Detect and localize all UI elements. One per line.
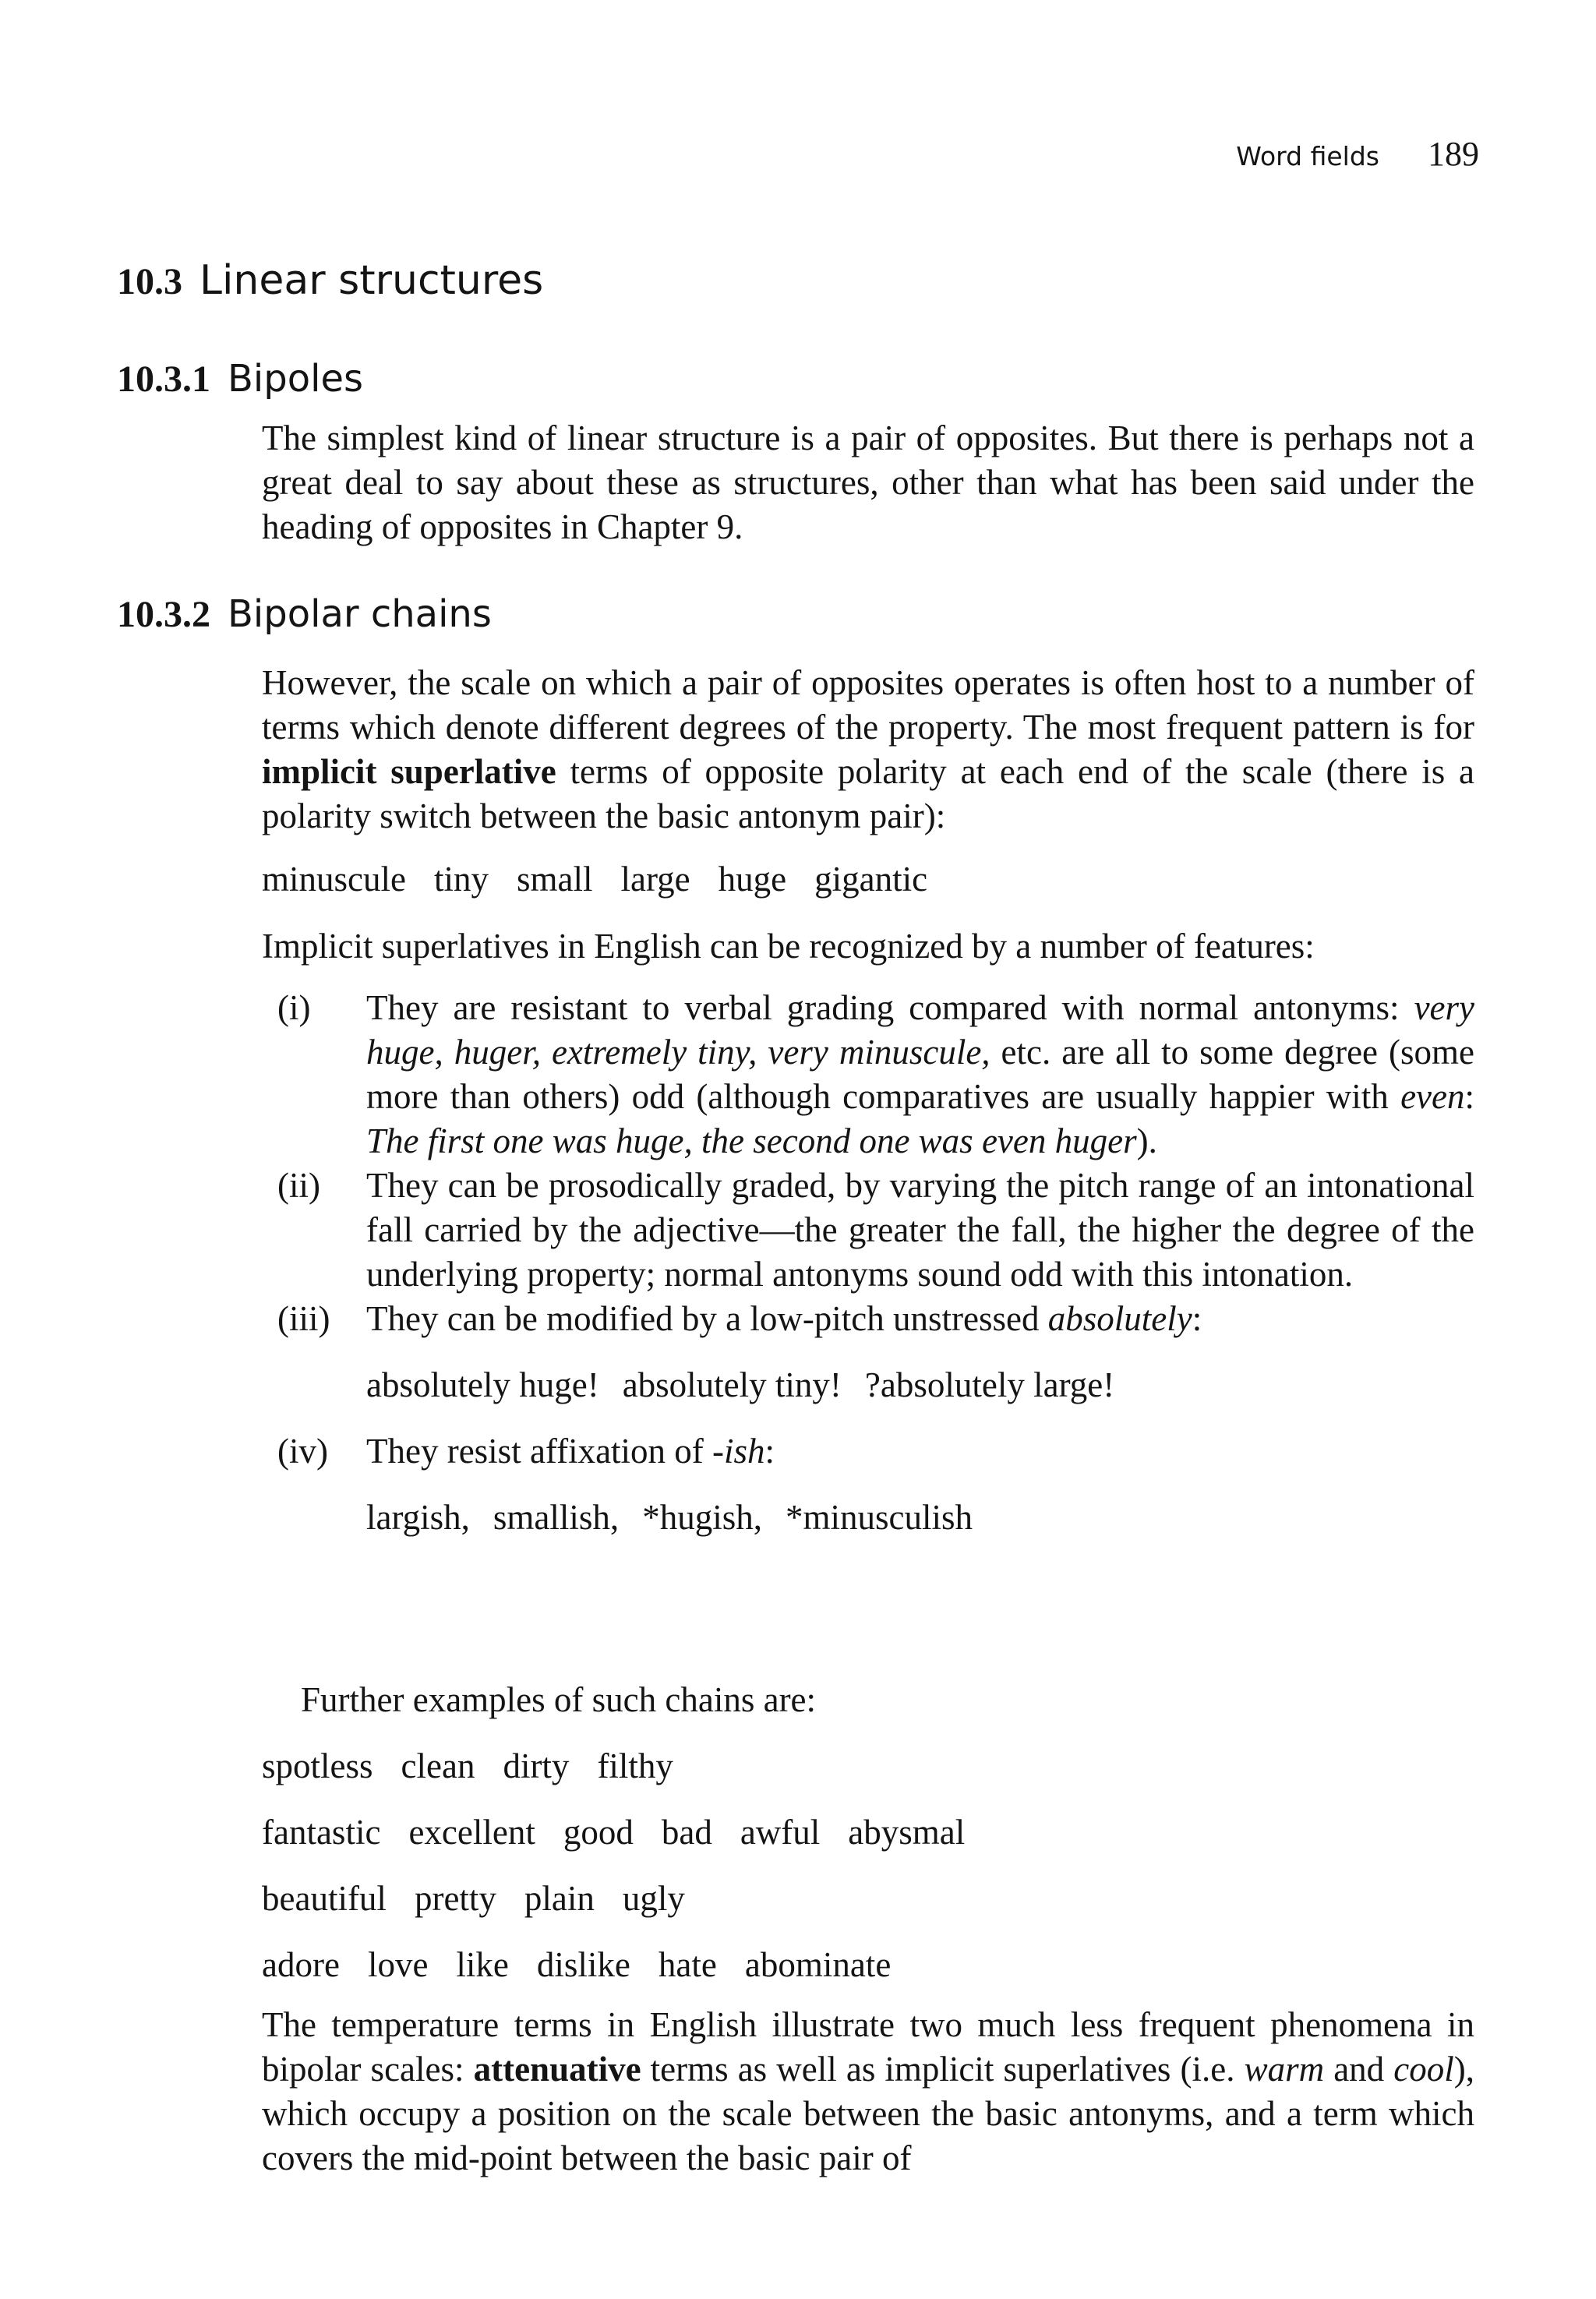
text-run: They resist affixation of bbox=[366, 1432, 713, 1471]
chain-row bbox=[262, 1744, 701, 1789]
text-run: ). bbox=[1136, 1121, 1157, 1160]
feature-examples bbox=[366, 1363, 1474, 1407]
scale-term: small bbox=[516, 860, 593, 899]
term-attenuative: attenuative bbox=[473, 2050, 641, 2089]
section-title: Linear structures bbox=[200, 257, 544, 304]
chain-term: abysmal bbox=[848, 1813, 966, 1852]
feature-label: (iii) bbox=[277, 1299, 330, 1338]
bipoles-paragraph: The simplest kind of linear structure is a pair of opposites. But there is perhaps not a great deal to say about these as structures, other than what has been said under the heading of opposites in Chapter 9. bbox=[262, 418, 1474, 546]
feature-label: (i) bbox=[277, 988, 311, 1027]
paragraph-text: terms of opposite polarity at each end of the scale (there is a polarity switch between the basic antonym pair): bbox=[262, 752, 1474, 835]
scale-term: large bbox=[620, 860, 690, 899]
running-head bbox=[1236, 134, 1479, 174]
example-term: ?absolutely large! bbox=[864, 1365, 1115, 1404]
temperature-paragraph bbox=[262, 2003, 1474, 2181]
text-run: : bbox=[1192, 1299, 1202, 1338]
chain-term: awful bbox=[740, 1813, 821, 1852]
feature-text bbox=[366, 986, 1474, 1164]
bipolar-chains-paragraph bbox=[262, 661, 1474, 839]
chain-term: bad bbox=[661, 1813, 712, 1852]
subsection-heading-bipoles bbox=[117, 357, 363, 401]
text-run: : bbox=[764, 1432, 775, 1471]
example-term: *minusculish bbox=[785, 1498, 973, 1537]
scale-term: minuscule bbox=[262, 860, 406, 899]
chain-term: clean bbox=[401, 1746, 475, 1785]
text-run: : bbox=[1464, 1077, 1474, 1116]
running-head-title: Word fields bbox=[1236, 141, 1379, 171]
chain-term: spotless bbox=[262, 1746, 373, 1785]
chain-term: dislike bbox=[536, 1945, 630, 1984]
chain-term: beautiful bbox=[262, 1879, 387, 1918]
chain-row bbox=[262, 1810, 993, 1855]
text-run: terms as well as implicit superlatives (i.e. bbox=[641, 2050, 1245, 2089]
text-run: They can be modified by a low-pitch unstressed bbox=[366, 1299, 1048, 1338]
example-term: absolutely huge! bbox=[366, 1365, 599, 1404]
chain-term: good bbox=[563, 1813, 634, 1852]
chain-term: adore bbox=[262, 1945, 340, 1984]
chain-term: like bbox=[456, 1945, 509, 1984]
subsection-heading-bipolar-chains bbox=[117, 592, 492, 636]
page-number: 189 bbox=[1428, 135, 1479, 173]
feature-text bbox=[366, 1429, 1474, 1562]
feature-item bbox=[277, 1297, 1474, 1429]
chain-term: ugly bbox=[622, 1879, 685, 1918]
text-run: The temperature terms in English illustrate two much less frequent phenomena in bipolar scales: bbox=[262, 2005, 1474, 2089]
italic-run: even bbox=[1400, 1077, 1465, 1116]
chain-term: excellent bbox=[408, 1813, 535, 1852]
chain-term: dirty bbox=[503, 1746, 570, 1785]
feature-item bbox=[277, 1429, 1474, 1562]
feature-label: (ii) bbox=[277, 1166, 320, 1205]
feature-text: They can be prosodically graded, by varying the pitch range of an intonational fall carried by the adjective—the greater the fall, the higher the degree of the underlying property; normal antonyms sound odd with this intonation. bbox=[366, 1166, 1474, 1294]
italic-run: warm bbox=[1244, 2050, 1325, 2089]
paragraph-text: However, the scale on which a pair of opposites operates is often host to a number of terms which denote different degrees of the property. The most frequent pattern is for bbox=[262, 663, 1474, 747]
features-list bbox=[277, 986, 1474, 1562]
example-term: largish, bbox=[366, 1498, 470, 1537]
italic-run: cool bbox=[1393, 2050, 1454, 2089]
chain-term: filthy bbox=[597, 1746, 673, 1785]
text-run: etc. are all to some degree (some more than others) odd (although comparatives are usually happier with bbox=[366, 1033, 1474, 1116]
chain-term: plain bbox=[524, 1879, 595, 1918]
chain-term: abominate bbox=[744, 1945, 892, 1984]
italic-run: The first one was huge, the second one was even huger bbox=[366, 1121, 1137, 1160]
features-intro: Implicit superlatives in English can be recognized by a number of features: bbox=[262, 927, 1315, 966]
chain-term: fantastic bbox=[262, 1813, 381, 1852]
example-term: absolutely tiny! bbox=[622, 1365, 842, 1404]
section-heading bbox=[117, 257, 543, 304]
example-term: *hugish, bbox=[642, 1498, 762, 1537]
chain-term: love bbox=[367, 1945, 429, 1984]
example-term: smallish, bbox=[493, 1498, 620, 1537]
text-run: ), which occupy a position on the scale between the basic antonyms, and a term which covers the mid-point between the basic pair of bbox=[262, 2050, 1474, 2177]
subsection-title: Bipolar chains bbox=[228, 592, 492, 636]
feature-item bbox=[277, 1164, 1474, 1297]
subsection-title: Bipoles bbox=[228, 357, 363, 401]
italic-run: -ish bbox=[712, 1432, 765, 1471]
italic-run: absolutely bbox=[1047, 1299, 1192, 1338]
section-number: 10.3 bbox=[117, 261, 182, 302]
subsection-number: 10.3.1 bbox=[117, 358, 210, 400]
scale-term: tiny bbox=[433, 860, 489, 899]
scale-term: huge bbox=[718, 860, 787, 899]
text-run: and bbox=[1324, 2050, 1394, 2089]
feature-label: (iv) bbox=[277, 1432, 328, 1471]
feature-item bbox=[277, 986, 1474, 1164]
chain-row bbox=[262, 1877, 713, 1921]
chain-term: hate bbox=[658, 1945, 717, 1984]
chain-row bbox=[262, 1943, 919, 1987]
scale-term: gigantic bbox=[814, 860, 928, 899]
feature-examples bbox=[366, 1496, 1474, 1540]
text-run: They are resistant to verbal grading compared with normal antonyms: bbox=[366, 988, 1414, 1027]
subsection-number: 10.3.2 bbox=[117, 594, 210, 635]
further-intro: Further examples of such chains are: bbox=[301, 1680, 817, 1719]
term-implicit-superlative: implicit superlative bbox=[262, 752, 556, 791]
scale-terms-row bbox=[262, 857, 955, 902]
italic-run: very huge, huger, extremely tiny, very minuscule, bbox=[366, 988, 1474, 1072]
feature-text bbox=[366, 1297, 1474, 1429]
chain-term: pretty bbox=[414, 1879, 496, 1918]
